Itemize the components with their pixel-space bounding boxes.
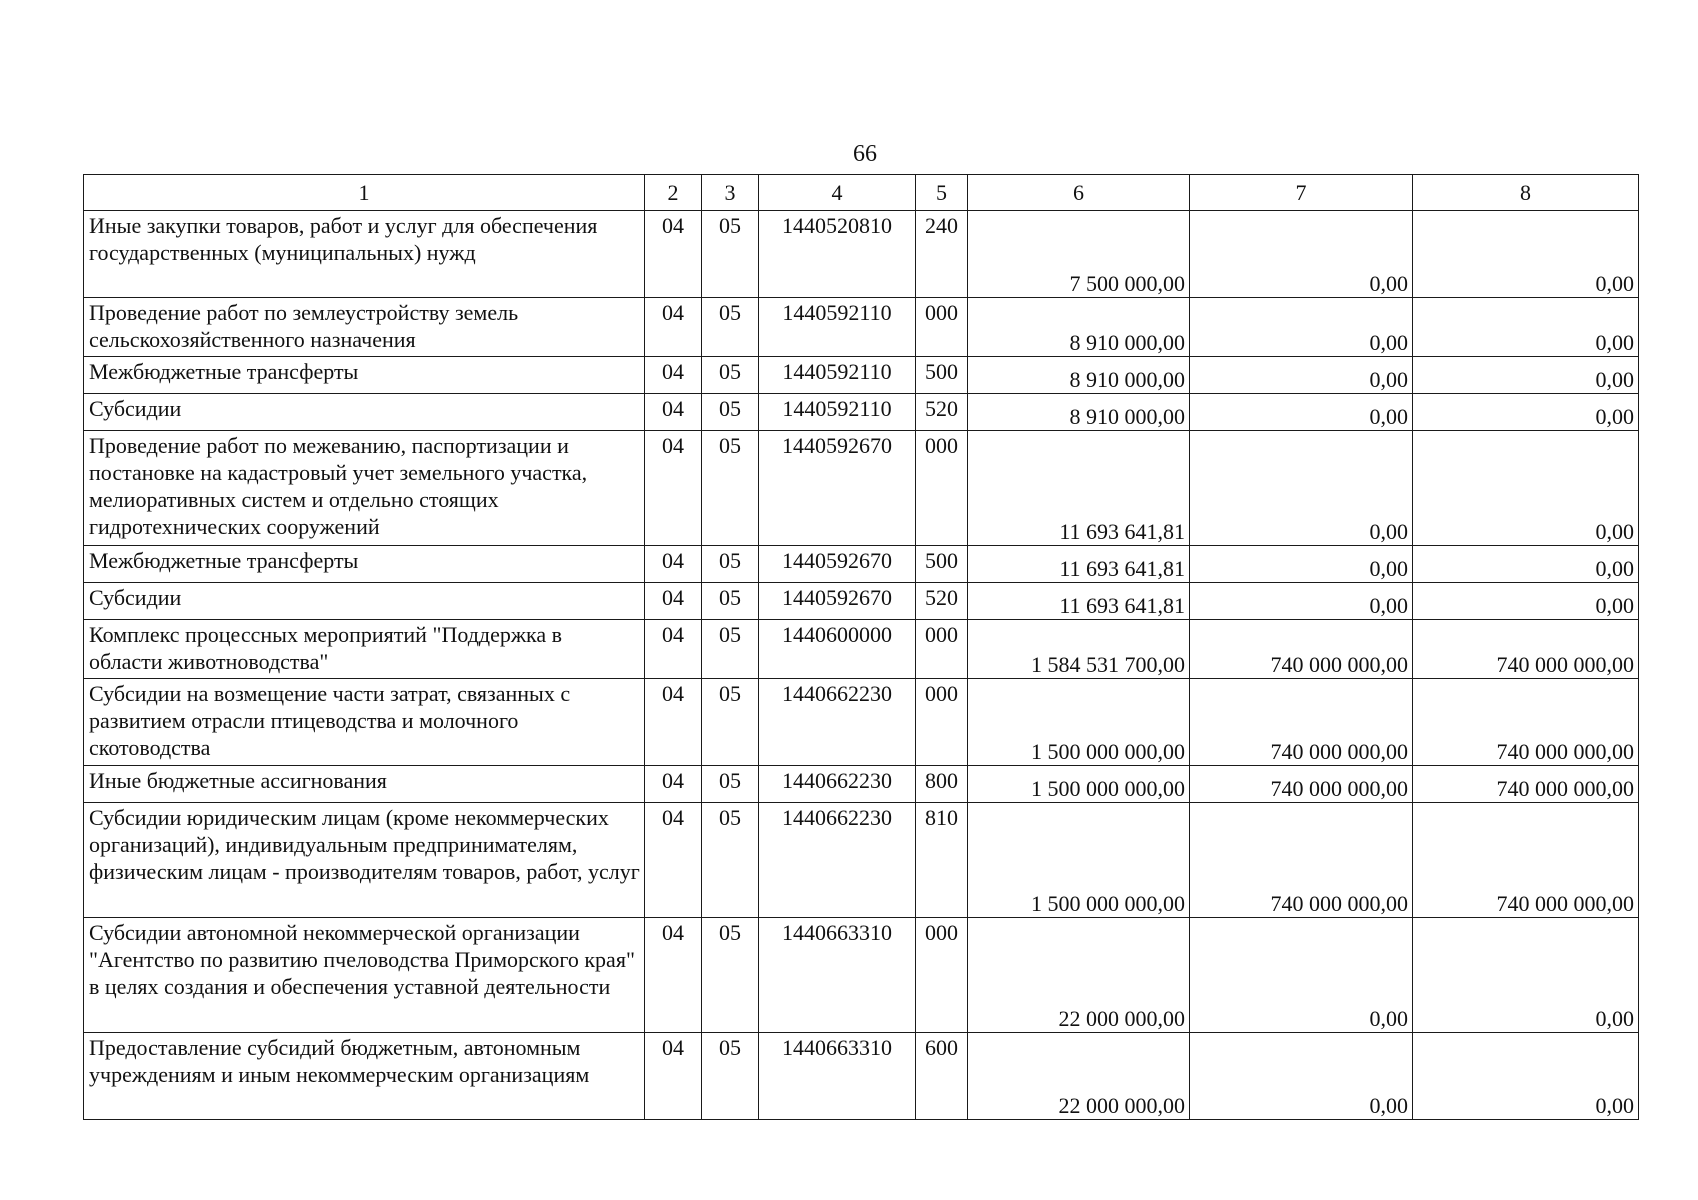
expense-type-cell: 000 bbox=[916, 431, 968, 546]
expense-type-cell: 500 bbox=[916, 357, 968, 394]
row-name-cell: Межбюджетные трансферты bbox=[84, 357, 645, 394]
table-row bbox=[84, 431, 1639, 546]
subsection-code-cell: 05 bbox=[702, 546, 759, 583]
amount-col8-cell: 0,00 bbox=[1413, 1033, 1639, 1120]
row-name-cell: Субсидии bbox=[84, 394, 645, 431]
section-code-cell: 04 bbox=[645, 394, 702, 431]
target-article-cell: 1440663310 bbox=[759, 1033, 916, 1120]
amount-col8-cell: 0,00 bbox=[1413, 298, 1639, 357]
amount-col6-cell: 1 500 000 000,00 bbox=[968, 679, 1190, 766]
amount-col7-cell: 0,00 bbox=[1190, 583, 1413, 620]
expense-type-cell: 000 bbox=[916, 918, 968, 1033]
amount-col8-cell: 0,00 bbox=[1413, 583, 1639, 620]
amount-col6-cell: 1 584 531 700,00 bbox=[968, 620, 1190, 679]
amount-col8-cell: 0,00 bbox=[1413, 918, 1639, 1033]
amount-col7-cell: 0,00 bbox=[1190, 431, 1413, 546]
target-article-cell: 1440592670 bbox=[759, 546, 916, 583]
target-article-cell: 1440592110 bbox=[759, 298, 916, 357]
table-row bbox=[84, 298, 1639, 357]
amount-col7-cell: 0,00 bbox=[1190, 1033, 1413, 1120]
expense-type-cell: 000 bbox=[916, 298, 968, 357]
expense-type-cell: 520 bbox=[916, 394, 968, 431]
amount-col7-cell: 0,00 bbox=[1190, 357, 1413, 394]
section-code-cell: 04 bbox=[645, 546, 702, 583]
section-code-cell: 04 bbox=[645, 918, 702, 1033]
amount-col7-cell: 740 000 000,00 bbox=[1190, 679, 1413, 766]
amount-col7-cell: 740 000 000,00 bbox=[1190, 620, 1413, 679]
header-cell: 7 bbox=[1190, 175, 1413, 211]
subsection-code-cell: 05 bbox=[702, 918, 759, 1033]
target-article-cell: 1440520810 bbox=[759, 211, 916, 298]
amount-col7-cell: 0,00 bbox=[1190, 298, 1413, 357]
subsection-code-cell: 05 bbox=[702, 620, 759, 679]
amount-col6-cell: 11 693 641,81 bbox=[968, 546, 1190, 583]
amount-col8-cell: 0,00 bbox=[1413, 546, 1639, 583]
expense-type-cell: 810 bbox=[916, 803, 968, 918]
row-name-cell: Проведение работ по землеустройству земель сельскохозяйственного назначения bbox=[84, 298, 645, 357]
target-article-cell: 1440592670 bbox=[759, 431, 916, 546]
section-code-cell: 04 bbox=[645, 357, 702, 394]
amount-col6-cell: 1 500 000 000,00 bbox=[968, 766, 1190, 803]
amount-col8-cell: 0,00 bbox=[1413, 357, 1639, 394]
table-row bbox=[84, 546, 1639, 583]
amount-col6-cell: 1 500 000 000,00 bbox=[968, 803, 1190, 918]
row-name-cell: Межбюджетные трансферты bbox=[84, 546, 645, 583]
subsection-code-cell: 05 bbox=[702, 766, 759, 803]
amount-col6-cell: 22 000 000,00 bbox=[968, 918, 1190, 1033]
target-article-cell: 1440662230 bbox=[759, 766, 916, 803]
subsection-code-cell: 05 bbox=[702, 394, 759, 431]
target-article-cell: 1440592670 bbox=[759, 583, 916, 620]
amount-col6-cell: 8 910 000,00 bbox=[968, 394, 1190, 431]
table-row bbox=[84, 357, 1639, 394]
table-row bbox=[84, 394, 1639, 431]
expense-type-cell: 800 bbox=[916, 766, 968, 803]
header-cell: 2 bbox=[645, 175, 702, 211]
amount-col7-cell: 740 000 000,00 bbox=[1190, 766, 1413, 803]
header-cell: 8 bbox=[1413, 175, 1639, 211]
section-code-cell: 04 bbox=[645, 298, 702, 357]
amount-col6-cell: 11 693 641,81 bbox=[968, 431, 1190, 546]
table-header-row bbox=[84, 175, 1639, 211]
section-code-cell: 04 bbox=[645, 431, 702, 546]
amount-col8-cell: 0,00 bbox=[1413, 211, 1639, 298]
amount-col8-cell: 740 000 000,00 bbox=[1413, 766, 1639, 803]
amount-col8-cell: 740 000 000,00 bbox=[1413, 620, 1639, 679]
section-code-cell: 04 bbox=[645, 211, 702, 298]
amount-col7-cell: 0,00 bbox=[1190, 394, 1413, 431]
section-code-cell: 04 bbox=[645, 583, 702, 620]
amount-col7-cell: 0,00 bbox=[1190, 546, 1413, 583]
expense-type-cell: 500 bbox=[916, 546, 968, 583]
section-code-cell: 04 bbox=[645, 1033, 702, 1120]
subsection-code-cell: 05 bbox=[702, 211, 759, 298]
header-cell: 3 bbox=[702, 175, 759, 211]
amount-col8-cell: 0,00 bbox=[1413, 394, 1639, 431]
amount-col6-cell: 11 693 641,81 bbox=[968, 583, 1190, 620]
table-row bbox=[84, 766, 1639, 803]
amount-col6-cell: 8 910 000,00 bbox=[968, 357, 1190, 394]
target-article-cell: 1440592110 bbox=[759, 357, 916, 394]
row-name-cell: Субсидии автономной некоммерческой организации "Агентство по развитию пчеловодства Приморского края" в целях создания и обеспечения уставной деятельности bbox=[84, 918, 645, 1033]
target-article-cell: 1440662230 bbox=[759, 679, 916, 766]
table-row bbox=[84, 918, 1639, 1033]
target-article-cell: 1440662230 bbox=[759, 803, 916, 918]
table-row bbox=[84, 1033, 1639, 1120]
amount-col8-cell: 740 000 000,00 bbox=[1413, 679, 1639, 766]
row-name-cell: Субсидии на возмещение части затрат, связанных с развитием отрасли птицеводства и молочного скотоводства bbox=[84, 679, 645, 766]
row-name-cell: Иные закупки товаров, работ и услуг для обеспечения государственных (муниципальных) нужд bbox=[84, 211, 645, 298]
row-name-cell: Субсидии bbox=[84, 583, 645, 620]
page-number: 66 bbox=[853, 141, 877, 167]
section-code-cell: 04 bbox=[645, 803, 702, 918]
target-article-cell: 1440663310 bbox=[759, 918, 916, 1033]
table-row bbox=[84, 211, 1639, 298]
table-row bbox=[84, 679, 1639, 766]
row-name-cell: Иные бюджетные ассигнования bbox=[84, 766, 645, 803]
row-name-cell: Предоставление субсидий бюджетным, автономным учреждениям и иным некоммерческим организациям bbox=[84, 1033, 645, 1120]
header-cell: 5 bbox=[916, 175, 968, 211]
expense-type-cell: 600 bbox=[916, 1033, 968, 1120]
expense-type-cell: 000 bbox=[916, 620, 968, 679]
amount-col6-cell: 22 000 000,00 bbox=[968, 1033, 1190, 1120]
subsection-code-cell: 05 bbox=[702, 357, 759, 394]
header-cell: 6 bbox=[968, 175, 1190, 211]
expense-type-cell: 240 bbox=[916, 211, 968, 298]
subsection-code-cell: 05 bbox=[702, 298, 759, 357]
budget-table bbox=[83, 174, 1639, 1120]
table-row bbox=[84, 620, 1639, 679]
header-cell: 4 bbox=[759, 175, 916, 211]
row-name-cell: Субсидии юридическим лицам (кроме некоммерческих организаций), индивидуальным предпринимателям, физическим лицам - производителям товаров, работ, услуг bbox=[84, 803, 645, 918]
subsection-code-cell: 05 bbox=[702, 679, 759, 766]
table-row bbox=[84, 583, 1639, 620]
row-name-cell: Проведение работ по межеванию, паспортизации и постановке на кадастровый учет земельного участка, мелиоративных систем и отдельно стоящих гидротехнических сооружений bbox=[84, 431, 645, 546]
table-row bbox=[84, 803, 1639, 918]
row-name-cell: Комплекс процессных мероприятий "Поддержка в области животноводства" bbox=[84, 620, 645, 679]
section-code-cell: 04 bbox=[645, 620, 702, 679]
target-article-cell: 1440592110 bbox=[759, 394, 916, 431]
amount-col7-cell: 0,00 bbox=[1190, 918, 1413, 1033]
section-code-cell: 04 bbox=[645, 679, 702, 766]
amount-col8-cell: 0,00 bbox=[1413, 431, 1639, 546]
amount-col6-cell: 7 500 000,00 bbox=[968, 211, 1190, 298]
subsection-code-cell: 05 bbox=[702, 583, 759, 620]
expense-type-cell: 520 bbox=[916, 583, 968, 620]
target-article-cell: 1440600000 bbox=[759, 620, 916, 679]
section-code-cell: 04 bbox=[645, 766, 702, 803]
amount-col8-cell: 740 000 000,00 bbox=[1413, 803, 1639, 918]
subsection-code-cell: 05 bbox=[702, 803, 759, 918]
amount-col7-cell: 0,00 bbox=[1190, 211, 1413, 298]
subsection-code-cell: 05 bbox=[702, 1033, 759, 1120]
amount-col7-cell: 740 000 000,00 bbox=[1190, 803, 1413, 918]
header-cell: 1 bbox=[84, 175, 645, 211]
amount-col6-cell: 8 910 000,00 bbox=[968, 298, 1190, 357]
expense-type-cell: 000 bbox=[916, 679, 968, 766]
subsection-code-cell: 05 bbox=[702, 431, 759, 546]
